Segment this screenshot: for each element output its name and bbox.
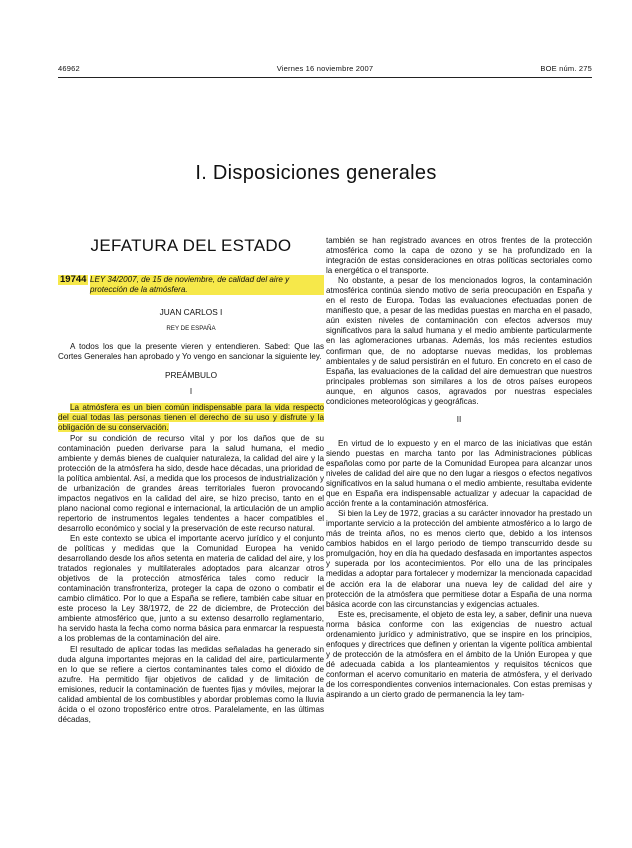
paragraph: En virtud de lo expuesto y en el marco de las iniciativas que están siendo puestas en marcha tanto por las Administraciones públicas españolas como por parte de la Comunidad Europea para alcanzar unos niveles de calidad del aire que no den lugar a riesgos o efectos negativos significativos en la salud humana o el medio ambiente, resultaba evidente que en España era indispensable actualizar y adecuar la capacidad de acción frente a la contaminación atmosférica. <box>326 438 592 509</box>
king-name: JUAN CARLOS I <box>159 307 223 318</box>
law-title: LEY 34/2007, de 15 de noviembre, de calidad del aire y protección de la atmósfera. <box>90 275 324 295</box>
left-column <box>58 236 324 725</box>
paragraph: Por su condición de recurso vital y por los daños que de su contaminación pueden derivarse para la salud humana, el medio ambiente y demás bienes de cualquier naturaleza, la calidad del aire y la protección de la atmósfera ha sido, desde hace décadas, una prioridad de la política ambiental. Así, a medida que los procesos de industrialización y de urbanización de grandes áreas territoriales fueron provocando impactos negativos en la calidad del aire, se hizo preciso, tanto en el plano nacional como regional e internacional, la articulación de un amplio repertorio de instrumentos legales tendentes a hacer compatibles el desarrollo económico y social y la preservación de este recurso natural. <box>58 433 324 533</box>
king-title: REY DE ESPAÑA <box>166 325 216 333</box>
page-header <box>58 64 592 76</box>
paragraph: No obstante, a pesar de los mencionados logros, la contaminación atmosférica continúa siendo motivo de seria preocupación en España y en el resto de Europa. Todas las evaluaciones efectuadas ponen de manifiesto que, a pesar de las medidas puestas en marcha en el pasado, aún existen niveles de contaminación con efectos adversos muy significativos para la salud humana y el medio ambiente particularmente en las aglomeraciones urbanas. Además, los más recientes estudios confirman que, de no adoptarse nuevas medidas, los problemas ambientales y de salud persistirán en el futuro. En concreto en el caso de España, las evaluaciones de la calidad del aire demuestran que nuestros principales problemas son similares a los de otros países europeos aunque, en algunos casos, agravados por nuestras especiales condiciones meteorológicas y geográficas. <box>326 276 592 406</box>
right-column <box>326 236 592 700</box>
section-numeral-2: II <box>456 414 462 424</box>
intro-paragraph: A todos los que la presente vieren y entendieren. Sabed: Que las Cortes Generales han aprobado y Yo vengo en sancionar la siguiente ley. <box>58 342 324 362</box>
paragraph: El resultado de aplicar todas las medidas señaladas ha generado sin duda alguna importantes mejoras en la calidad del aire, particularmente en lo que se refiere a ciertos contaminantes tales como el dióxido de azufre. Ha permitido fijar objetivos de calidad y de limitación de emisiones, reducir la contaminación de fuentes fijas y móviles, mejorar la calidad ambiental de los combustibles y abordar problemas como la lluvia ácida o el ozono troposférico entre otros. Paralelamente, en las últimas décadas, <box>58 644 324 724</box>
preamble-heading: PREÁMBULO <box>164 370 218 381</box>
bulletin-number: BOE núm. 275 <box>540 64 592 73</box>
paragraph: En este contexto se ubica el importante acervo jurídico y el conjunto de políticas y medidas que la Comunidad Europea ha venido desarrollando desde los años setenta en materia de calidad del aire, y los tratados regionales y multilaterales adoptados para alcanzar otros objetivos de la protección atmosférica tales como reducir la contaminación transfronteriza, proteger la capa de ozono o combatir el cambio climático. Por lo que a España se refiere, también cabe situar en este proceso la Ley 38/1972, de 22 de diciembre, de Protección del ambiente atmosférico que, junto a su extenso desarrollo reglamentario, ha servido hasta la fecha como norma básica para enmarcar la respuesta a los problemas de la contaminación del aire. <box>58 533 324 644</box>
law-entry <box>58 275 324 295</box>
paragraph: también se han registrado avances en otros frentes de la protección atmosférica como la capa de ozono y se ha profundizado en la integración de estas consideraciones en otras políticas sectoriales como la energética o el transporte. <box>326 236 592 276</box>
page-number: 46962 <box>58 64 80 73</box>
paragraph-highlighted <box>58 403 324 433</box>
jefatura-heading: JEFATURA DEL ESTADO <box>90 236 292 255</box>
section-numeral-1: I <box>189 387 193 397</box>
paragraph: Este es, precisamente, el objeto de esta ley, a saber, definir una nueva norma básica conforme con las exigencias de nuestro actual ordenamiento jurídico y administrativo, que se inspire en los principios, enfoques y directrices que definen y orientan la vigente política ambiental y de protección de la atmósfera en el ámbito de la Unión Europea y que dé adecuada cabida a los planteamientos y requisitos técnicos que conforman el acervo comunitario en materia de atmósfera, y el derivado de los correspondientes convenios internacionales. Con estas premisas y aspirando a un cierto grado de permanencia la ley tam- <box>326 609 592 700</box>
highlighted-text: La atmósfera es un bien común indispensable para la vida respecto del cual todas las personas tienen el derecho de su uso y disfrute y la obligación de su conservación. <box>58 403 324 433</box>
header-date: Viernes 16 noviembre 2007 <box>276 64 374 73</box>
header-rule <box>58 77 592 78</box>
paragraph: Si bien la Ley de 1972, gracias a su carácter innovador ha prestado un importante servicio a la protección del ambiente atmosférico a lo largo de más de treinta años, no es menos cierto que, debido a los intensos cambios habidos en el largo periodo de tiempo transcurrido desde su promulgación, hoy en día ha quedado desfasada en importantes aspectos y superada por los acontecimientos. Por ello una de las principales medidas a adoptar para fortalecer y modernizar la mencionada capacidad de acción era la de elaborar una nueva ley de calidad del aire y protección de la atmósfera que permitiese dotar a España de una norma básica acorde con las circunstancias y exigencias actuales. <box>326 509 592 609</box>
section-title: I. Disposiciones generales <box>195 162 437 184</box>
law-number: 19744 <box>60 274 87 285</box>
